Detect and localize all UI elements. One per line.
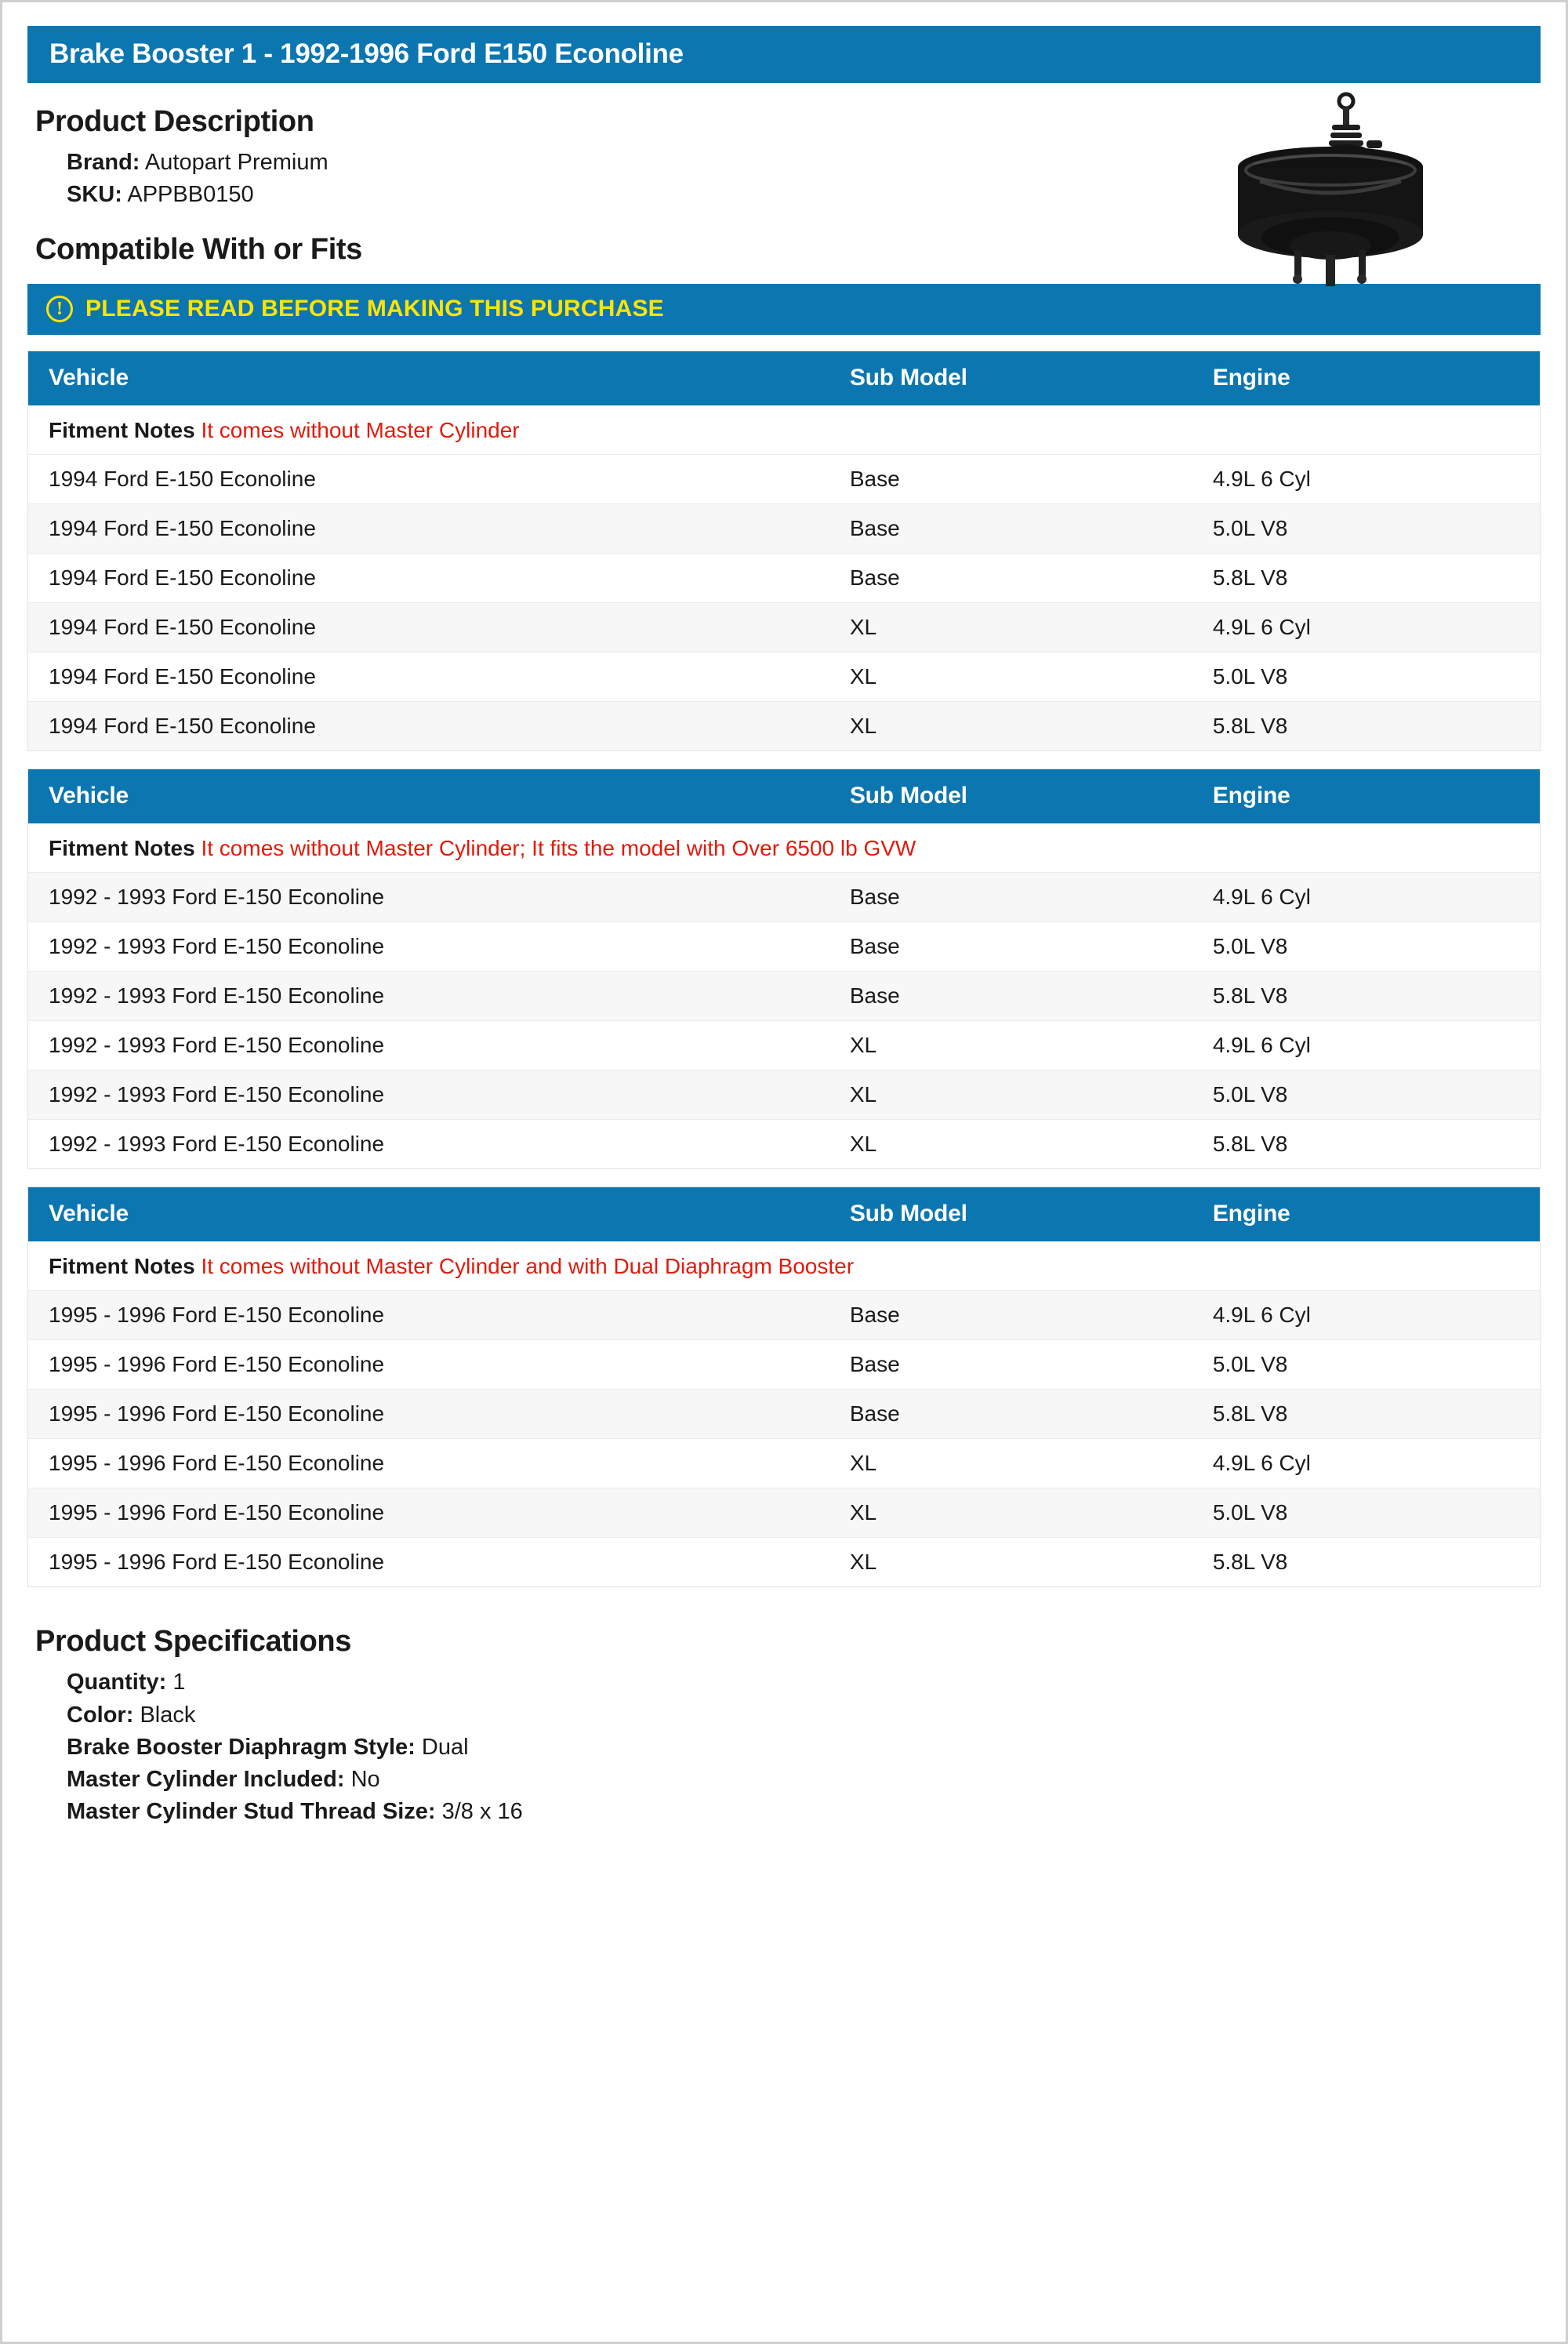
cell-sub-model: Base	[829, 1340, 1192, 1390]
cell-vehicle: 1995 - 1996 Ford E-150 Econoline	[28, 1439, 829, 1488]
table-row	[28, 1070, 1541, 1120]
cell-sub-model: XL	[829, 1021, 1192, 1070]
cell-sub-model: Base	[829, 504, 1192, 554]
column-header-sub-model: Sub Model	[829, 769, 1192, 824]
table-row	[28, 554, 1541, 603]
cell-sub-model: XL	[829, 1439, 1192, 1488]
table-row	[28, 1021, 1541, 1070]
fitment-table-header-row	[28, 351, 1541, 406]
page-title: Brake Booster 1 - 1992-1996 Ford E150 Econoline	[27, 26, 1541, 83]
cell-vehicle: 1992 - 1993 Ford E-150 Econoline	[28, 1070, 829, 1120]
cell-vehicle: 1992 - 1993 Ford E-150 Econoline	[28, 1120, 829, 1169]
spec-value: Dual	[421, 1734, 469, 1760]
cell-sub-model: Base	[829, 455, 1192, 504]
table-row	[28, 1340, 1541, 1390]
table-row	[28, 1439, 1541, 1488]
cell-sub-model: Base	[829, 554, 1192, 603]
cell-engine: 4.9L 6 Cyl	[1192, 1291, 1541, 1340]
cell-vehicle: 1992 - 1993 Ford E-150 Econoline	[28, 873, 829, 922]
cell-sub-model: XL	[829, 603, 1192, 652]
product-specifications-list	[67, 1666, 1541, 1828]
cell-engine: 5.8L V8	[1192, 554, 1541, 603]
table-row	[28, 455, 1541, 504]
fitment-table-header-row	[28, 769, 1541, 824]
compatibility-section	[27, 233, 1541, 1587]
cell-vehicle: 1995 - 1996 Ford E-150 Econoline	[28, 1538, 829, 1587]
fitment-notes-row	[28, 1241, 1541, 1291]
spec-value: Black	[140, 1702, 196, 1728]
fitment-notes-label: Fitment Notes	[49, 418, 195, 443]
cell-vehicle: 1992 - 1993 Ford E-150 Econoline	[28, 1021, 829, 1070]
table-row	[28, 922, 1541, 972]
cell-vehicle: 1994 Ford E-150 Econoline	[28, 455, 829, 504]
table-row	[28, 702, 1541, 751]
column-header-vehicle: Vehicle	[28, 351, 829, 406]
fitment-notes-row	[28, 405, 1541, 455]
cell-vehicle: 1995 - 1996 Ford E-150 Econoline	[28, 1340, 829, 1390]
fitment-table	[27, 351, 1541, 751]
cell-engine: 5.0L V8	[1192, 1488, 1541, 1538]
cell-engine: 4.9L 6 Cyl	[1192, 1439, 1541, 1488]
cell-engine: 5.0L V8	[1192, 922, 1541, 972]
compatibility-heading: Compatible With or Fits	[35, 233, 362, 267]
table-row	[28, 1488, 1541, 1538]
spec-row	[67, 1699, 1541, 1732]
spec-label: Master Cylinder Included:	[67, 1766, 345, 1792]
cell-vehicle: 1992 - 1993 Ford E-150 Econoline	[28, 972, 829, 1021]
cell-engine: 5.8L V8	[1192, 1390, 1541, 1439]
column-header-sub-model: Sub Model	[829, 351, 1192, 406]
column-header-engine: Engine	[1192, 351, 1541, 406]
column-header-engine: Engine	[1192, 1187, 1541, 1242]
table-row	[28, 1120, 1541, 1169]
cell-engine: 5.0L V8	[1192, 1070, 1541, 1120]
warning-circle-icon: !	[46, 296, 73, 322]
fitment-notes-value: It comes without Master Cylinder; It fits the model with Over 6500 lb GVW	[201, 836, 916, 861]
spec-label: Brake Booster Diaphragm Style:	[67, 1734, 416, 1760]
cell-sub-model: XL	[829, 702, 1192, 751]
fitment-table-header-row	[28, 1187, 1541, 1242]
cell-vehicle: 1994 Ford E-150 Econoline	[28, 504, 829, 554]
sku-label: SKU:	[67, 182, 122, 208]
fitment-notes-value: It comes without Master Cylinder and with Dual Diaphragm Booster	[201, 1254, 855, 1279]
product-specifications-heading: Product Specifications	[35, 1625, 351, 1659]
cell-engine: 5.8L V8	[1192, 702, 1541, 751]
column-header-engine: Engine	[1192, 769, 1541, 824]
column-header-sub-model: Sub Model	[829, 1187, 1192, 1242]
purchase-notice-text: PLEASE READ BEFORE MAKING THIS PURCHASE	[85, 296, 664, 322]
brand-value: Autopart Premium	[144, 150, 328, 175]
column-header-vehicle: Vehicle	[28, 769, 829, 824]
cell-sub-model: Base	[829, 972, 1192, 1021]
cell-engine: 4.9L 6 Cyl	[1192, 873, 1541, 922]
product-image-brake-booster	[1213, 89, 1448, 324]
cell-engine: 5.8L V8	[1192, 1538, 1541, 1587]
cell-vehicle: 1994 Ford E-150 Econoline	[28, 554, 829, 603]
column-header-vehicle: Vehicle	[28, 1187, 829, 1242]
cell-vehicle: 1994 Ford E-150 Econoline	[28, 702, 829, 751]
spec-row	[67, 1732, 1541, 1764]
table-row	[28, 504, 1541, 554]
fitment-notes-row	[28, 823, 1541, 873]
cell-sub-model: XL	[829, 1120, 1192, 1169]
cell-vehicle: 1995 - 1996 Ford E-150 Econoline	[28, 1291, 829, 1340]
table-row	[28, 873, 1541, 922]
cell-vehicle: 1994 Ford E-150 Econoline	[28, 603, 829, 652]
fitment-notes-value: It comes without Master Cylinder	[201, 418, 520, 443]
cell-vehicle: 1995 - 1996 Ford E-150 Econoline	[28, 1390, 829, 1439]
fitment-notes-label: Fitment Notes	[49, 1254, 195, 1279]
fitment-table	[27, 1187, 1541, 1587]
spec-label: Quantity:	[67, 1670, 167, 1695]
fitment-table	[27, 769, 1541, 1169]
cell-sub-model: XL	[829, 652, 1192, 702]
cell-engine: 4.9L 6 Cyl	[1192, 1021, 1541, 1070]
cell-engine: 5.8L V8	[1192, 972, 1541, 1021]
cell-engine: 4.9L 6 Cyl	[1192, 603, 1541, 652]
table-row	[28, 1538, 1541, 1587]
table-row	[28, 652, 1541, 702]
table-row	[28, 1291, 1541, 1340]
cell-sub-model: Base	[829, 1390, 1192, 1439]
spec-row	[67, 1764, 1541, 1796]
cell-vehicle: 1995 - 1996 Ford E-150 Econoline	[28, 1488, 829, 1538]
spec-value: 3/8 x 16	[441, 1799, 523, 1825]
cell-sub-model: Base	[829, 873, 1192, 922]
cell-engine: 4.9L 6 Cyl	[1192, 455, 1541, 504]
cell-vehicle: 1994 Ford E-150 Econoline	[28, 652, 829, 702]
brand-label: Brand:	[67, 150, 140, 175]
cell-vehicle: 1992 - 1993 Ford E-150 Econoline	[28, 922, 829, 972]
spec-label: Master Cylinder Stud Thread Size:	[67, 1799, 436, 1825]
spec-row	[67, 1666, 1541, 1699]
cell-engine: 5.0L V8	[1192, 504, 1541, 554]
product-description-heading: Product Description	[35, 105, 314, 138]
table-row	[28, 972, 1541, 1021]
cell-sub-model: Base	[829, 1291, 1192, 1340]
spec-value: 1	[172, 1670, 186, 1695]
cell-engine: 5.8L V8	[1192, 1120, 1541, 1169]
fitment-notes-label: Fitment Notes	[49, 836, 195, 861]
cell-engine: 5.0L V8	[1192, 1340, 1541, 1390]
table-row	[28, 1390, 1541, 1439]
table-row	[28, 603, 1541, 652]
product-specifications-section	[27, 1625, 1541, 1828]
cell-sub-model: XL	[829, 1488, 1192, 1538]
cell-engine: 5.0L V8	[1192, 652, 1541, 702]
cell-sub-model: XL	[829, 1538, 1192, 1587]
spec-row	[67, 1796, 1541, 1828]
cell-sub-model: XL	[829, 1070, 1192, 1120]
sku-value: APPBB0150	[127, 182, 254, 208]
spec-value: No	[350, 1766, 380, 1792]
cell-sub-model: Base	[829, 922, 1192, 972]
spec-label: Color:	[67, 1702, 134, 1728]
